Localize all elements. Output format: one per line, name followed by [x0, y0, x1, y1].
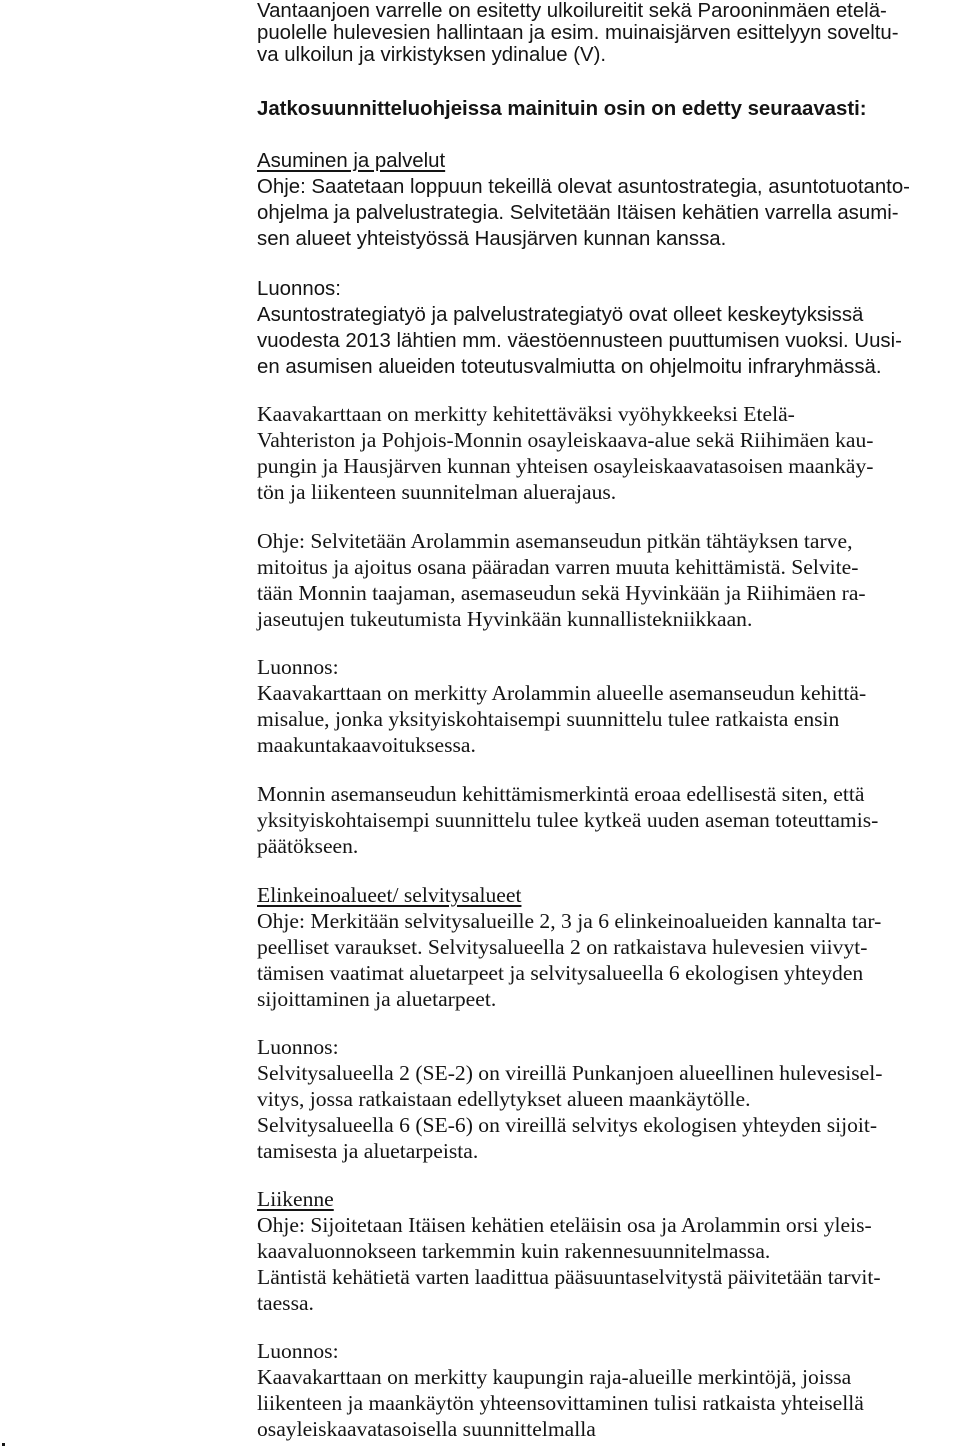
kaava-line: tön ja liikenteen suunnitelman aluerajaus. — [257, 480, 617, 504]
luonnos-line: liikenteen ja maankäytön yhteensovittaminen tulisi ratkaista yhteisellä — [257, 1391, 864, 1415]
monni-line: yksityiskohtaisempi suunnittelu tulee kytkeä uuden aseman toteuttamis- — [257, 808, 879, 832]
luonnos-line: Kaavakarttaan on merkitty kaupungin raja-alueille merkintöjä, joissa — [257, 1365, 852, 1389]
elinkeino-ohje-line: peelliset varaukset. Selvitysalueella 2 on ratkaistava hulevesien viivyt- — [257, 935, 868, 959]
luonnos-line: Selvitysalueella 6 (SE-6) on vireillä selvitys ekologisen yhteyden sijoit- — [257, 1113, 878, 1137]
margin-dot — [2, 1443, 5, 1446]
luonnos-label: Luonnos: — [257, 655, 339, 679]
liikenne-ohje-line: Läntistä kehätietä varten laadittua pääsuuntaselvitystä päivitetään tarvit- — [257, 1265, 881, 1289]
elinkeino-ohje-line: Ohje: Merkitään selvitysalueille 2, 3 ja 6 elinkeinoalueiden kannalta tar- — [257, 909, 882, 933]
liikenne-ohje-line: Ohje: Sijoitetaan Itäisen kehätien eteläisin osa ja Arolammin orsi yleis- — [257, 1213, 872, 1237]
monni-line: päätökseen. — [257, 834, 359, 858]
asuminen-title: Asuminen ja palvelut — [257, 150, 446, 172]
luonnos-line: vitys, jossa ratkaistaan edellytykset alueen maankäytölle. — [257, 1087, 751, 1111]
asuminen-ohje-line: Ohje: Saatetaan loppuun tekeillä olevat asuntostrategia, asuntotuotanto- — [257, 176, 910, 198]
ohje-line: Ohje: Selvitetään Arolammin asemanseudun pitkän tähtäyksen tarve, — [257, 529, 853, 553]
intro-line: va ulkoilun ja virkistyksen ydinalue (V). — [257, 44, 607, 66]
intro-line: puolelle hulevesien hallintaan ja esim. muinaisjärven esittelyyn soveltu- — [257, 22, 899, 44]
luonnos-line: osayleiskaavatasoisella suunnittelmalla — [257, 1417, 596, 1441]
kaava-line: pungin ja Hausjärven kunnan yhteisen osayleiskaavatasoisen maankäy- — [257, 454, 874, 478]
kaava-line: Kaavakarttaan on merkitty kehitettäväksi vyöhykkeeksi Etelä- — [257, 402, 795, 426]
ohje-line: mitoitus ja ajoitus osana pääradan varren muuta kehittämistä. Selvite- — [257, 555, 859, 579]
kaava-line: Vahteriston ja Pohjois-Monnin osayleiskaava-alue sekä Riihimäen kau- — [257, 428, 874, 452]
monni-line: Monnin asemanseudun kehittämismerkintä eroaa edellisestä siten, että — [257, 782, 865, 806]
liikenne-ohje-line: kaavaluonnokseen tarkemmin kuin rakennesuunnitelmassa. — [257, 1239, 771, 1263]
luonnos-label: Luonnos: — [257, 278, 341, 300]
section-heading: Jatkosuunnitteluohjeissa mainituin osin on edetty seuraavasti: — [257, 98, 867, 120]
liikenne-title: Liikenne — [257, 1187, 334, 1211]
ohje-line: jaseutujen tukeutumista Hyvinkään kunnallistekniikkaan. — [257, 607, 753, 631]
elinkeino-ohje-line: sijoittaminen ja aluetarpeet. — [257, 987, 497, 1011]
luonnos-line: vuodesta 2013 lähtien mm. väestöennusteen puuttumisen vuoksi. Uusi- — [257, 330, 902, 352]
elinkeino-title: Elinkeinoalueet/ selvitysalueet — [257, 883, 522, 907]
luonnos-label: Luonnos: — [257, 1035, 339, 1059]
luonnos-line: Asuntostrategiatyö ja palvelustrategiatyö ovat olleet keskeytyksissä — [257, 304, 864, 326]
luonnos-line: Selvitysalueella 2 (SE-2) on vireillä Punkanjoen alueellinen hulevesisel- — [257, 1061, 883, 1085]
asuminen-ohje-line: sen alueet yhteistyössä Hausjärven kunnan kanssa. — [257, 228, 727, 250]
luonnos-line: tamisesta ja aluetarpeista. — [257, 1139, 479, 1163]
luonnos-line: maakuntakaavoituksessa. — [257, 733, 476, 757]
luonnos-line: Kaavakarttaan on merkitty Arolammin alueelle asemanseudun kehittä- — [257, 681, 867, 705]
intro-line: Vantaanjoen varrelle on esitetty ulkoilureitit sekä Parooninmäen etelä- — [257, 0, 887, 22]
liikenne-ohje-line: taessa. — [257, 1291, 314, 1315]
asuminen-ohje-line: ohjelma ja palvelustrategia. Selvitetään Itäisen kehätien varrella asumi- — [257, 202, 899, 224]
ohje-line: tään Monnin taajaman, asemaseudun sekä Hyvinkään ja Riihimäen ra- — [257, 581, 866, 605]
luonnos-line: en asumisen alueiden toteutusvalmiutta on ohjelmoitu infraryhmässä. — [257, 356, 882, 378]
elinkeino-ohje-line: tämisen vaatimat aluetarpeet ja selvitysalueella 6 ekologisen yhteyden — [257, 961, 864, 985]
luonnos-label: Luonnos: — [257, 1339, 339, 1363]
luonnos-line: misalue, jonka yksityiskohtaisempi suunnittelu tulee ratkaista ensin — [257, 707, 840, 731]
